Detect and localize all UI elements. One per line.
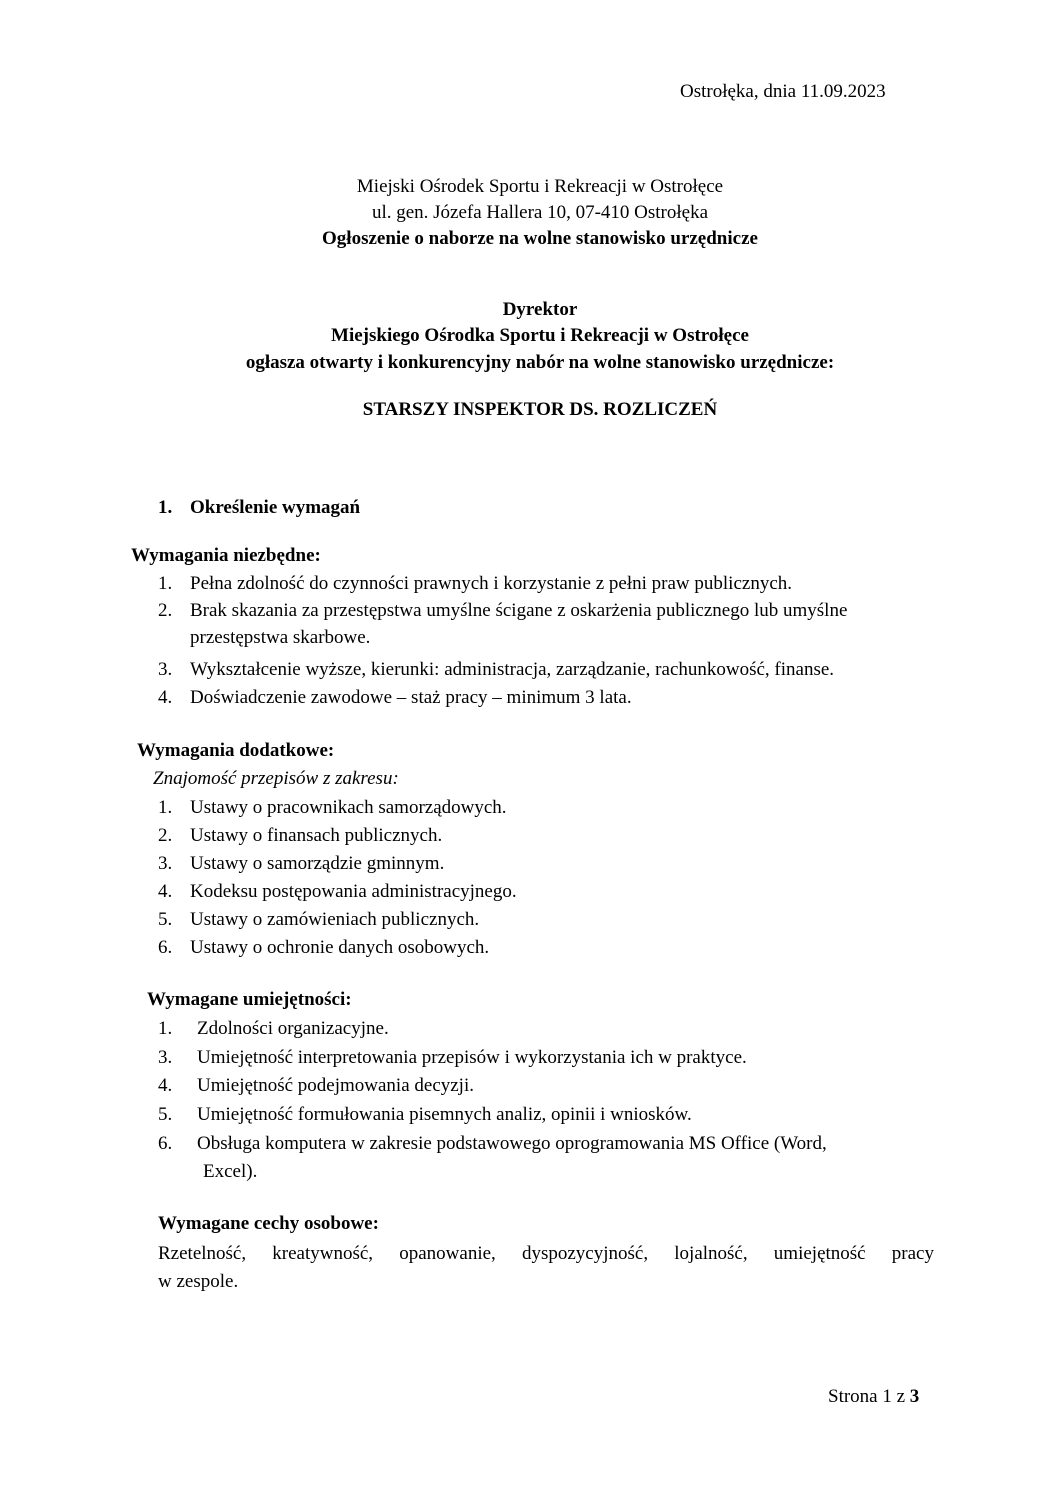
list-item: Ustawy o finansach publicznych. [190,825,443,846]
list-item-number: 2. [158,600,173,621]
page-label: Strona 1 z [828,1386,910,1407]
traits-heading: Wymagane cechy osobowe: [158,1213,379,1234]
list-item-continuation: przestępstwa skarbowe. [190,627,371,648]
list-item: Brak skazania za przestępstwa umyślne ścigane z oskarżenia publicznego lub umyślne [190,600,848,621]
list-item: Ustawy o zamówieniach publicznych. [190,909,480,930]
section-number: 1. [158,497,173,518]
list-item: Pełna zdolność do czynności prawnych i korzystanie z pełni praw publicznych. [190,573,793,594]
skills-heading: Wymagane umiejętności: [147,989,352,1010]
list-item: Obsługa komputera w zakresie podstawowego oprogramowania MS Office (Word, [197,1133,827,1154]
list-item-number: 5. [158,909,173,930]
additional-subheading: Znajomość przepisów z zakresu: [153,768,399,789]
list-item-number: 6. [158,937,173,958]
list-item: Ustawy o ochronie danych osobowych. [190,937,490,958]
list-item-number: 4. [158,687,173,708]
org-name: Miejski Ośrodek Sportu i Rekreacji w Ostrołęce [356,176,724,197]
list-item: Zdolności organizacyjne. [197,1018,389,1039]
announcement-institution: Miejskiego Ośrodka Sportu i Rekreacji w Ostrołęce [331,325,749,346]
list-item-continuation: Excel). [203,1161,258,1182]
required-heading: Wymagania niezbędne: [131,545,321,566]
additional-heading: Wymagania dodatkowe: [137,740,335,761]
list-item: Ustawy o pracownikach samorządowych. [190,797,507,818]
list-item-number: 1. [158,797,173,818]
announcement-statement: ogłasza otwarty i konkurencyjny nabór na wolne stanowisko urzędnicze: [245,352,835,373]
list-item-number: 6. [158,1133,173,1154]
list-item: Wykształcenie wyższe, kierunki: administracja, zarządzanie, rachunkowość, finanse. [190,659,835,680]
announcement-director: Dyrektor [502,299,578,320]
page-number [828,1387,919,1406]
list-item: Umiejętność interpretowania przepisów i wykorzystania ich w praktyce. [197,1047,747,1068]
list-item-number: 2. [158,825,173,846]
position-title: STARSZY INSPEKTOR DS. ROZLICZEŃ [362,399,718,420]
list-item-number: 4. [158,881,173,902]
org-address: ul. gen. Józefa Hallera 10, 07-410 Ostrołęka [371,202,709,223]
list-item: Umiejętność formułowania pisemnych analiz, opinii i wniosków. [197,1104,692,1125]
list-item-number: 3. [158,1047,173,1068]
section-title: Określenie wymagań [190,497,361,518]
traits-text-continuation: w zespole. [158,1271,239,1292]
traits-text: Rzetelność, kreatywność, opanowanie, dyspozycyjność, lojalność, umiejętność pracy [158,1243,934,1264]
list-item-number: 3. [158,659,173,680]
list-item: Ustawy o samorządzie gminnym. [190,853,445,874]
list-item-number: 5. [158,1104,173,1125]
date-line: Ostrołęka, dnia 11.09.2023 [680,81,886,102]
list-item: Kodeksu postępowania administracyjnego. [190,881,517,902]
notice-title: Ogłoszenie o naborze na wolne stanowisko urzędnicze [322,228,758,249]
page-total: 3 [909,1386,920,1407]
list-item-number: 1. [158,573,173,594]
list-item-number: 4. [158,1075,173,1096]
list-item-number: 3. [158,853,173,874]
list-item: Umiejętność podejmowania decyzji. [197,1075,474,1096]
list-item-number: 1. [158,1018,173,1039]
list-item: Doświadczenie zawodowe – staż pracy – minimum 3 lata. [190,687,632,708]
